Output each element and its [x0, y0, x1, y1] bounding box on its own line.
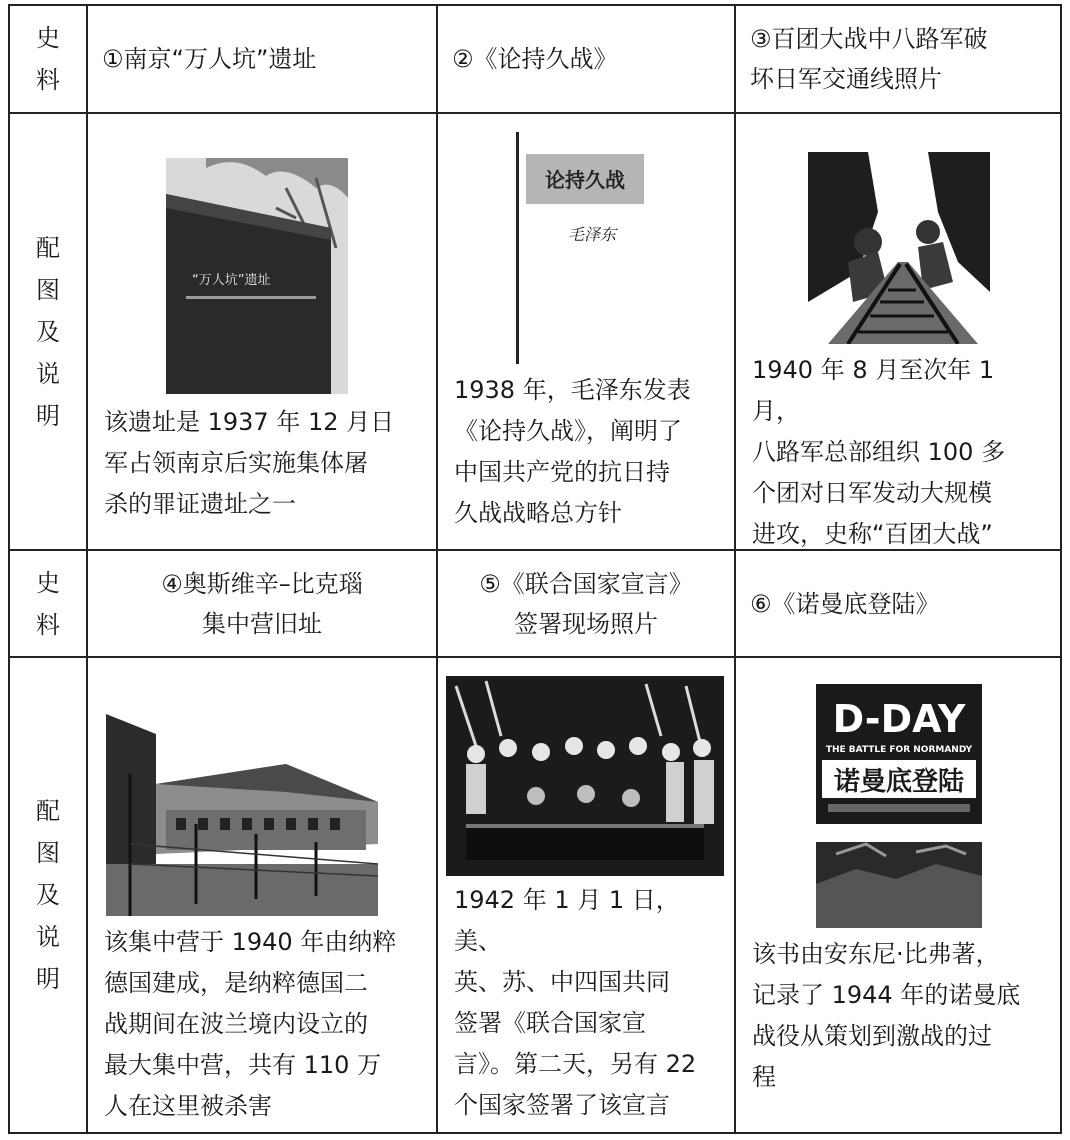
- title-protracted-war: ②《论持久战》: [437, 5, 735, 113]
- caption-normandy: 该书由安东尼·比弗著， 记录了 1944 年的诺曼底 战役从策划到激战的过 程: [752, 940, 1021, 1091]
- cell-auschwitz: [87, 657, 437, 1133]
- caption-auschwitz: 该集中营于 1940 年由纳粹 德国建成，是纳粹德国二 战期间在波兰境内设立的 最大集中营，共有 110 万 人在这里被杀害: [104, 928, 397, 1120]
- row-label-description: 配 图 及 说 明: [9, 657, 87, 1133]
- caption-nanjing: 该遗址是 1937 年 12 月日 军占领南京后实施集体屠 杀的罪证遗址之一: [104, 408, 395, 518]
- title-nanjing: ①南京“万人坑”遗址: [87, 5, 437, 113]
- nanjing-memorial-photo: [166, 158, 348, 394]
- protracted-war-book-cover: [512, 132, 652, 364]
- cell-united-nations-declaration: [437, 657, 735, 1133]
- row-label-description: 配 图 及 说 明: [9, 113, 87, 550]
- caption-protracted-war: 1938 年，毛泽东发表 《论持久战》，阐明了 中国共产党的抗日持 久战战略总方针: [454, 376, 691, 527]
- history-materials-table: [8, 4, 1062, 1134]
- caption-hundred-regiments: 1940 年 8 月至次年 1 月， 八路军总部组织 100 多 个团对日军发动大规模 进攻，史称“百团大战”: [752, 356, 1006, 548]
- dday-book-cover: [816, 684, 982, 928]
- cell-nanjing: [87, 113, 437, 550]
- un-declaration-signing-photo: [446, 676, 724, 876]
- svg-text:THE BATTLE FOR NORMANDY: THE BATTLE FOR NORMANDY: [825, 745, 973, 755]
- svg-text:“万人坑”遗址: “万人坑”遗址: [192, 273, 271, 288]
- svg-text:D-DAY: D-DAY: [832, 697, 966, 741]
- row-label-source: 史 料: [9, 5, 87, 113]
- title-united-nations-declaration: ⑤《联合国家宣言》 签署现场照片: [437, 550, 735, 657]
- cell-normandy: [735, 657, 1061, 1133]
- svg-text:诺曼底登陆: 诺曼底登陆: [833, 767, 965, 797]
- row-label-source: 史 料: [9, 550, 87, 657]
- cell-protracted-war: [437, 113, 735, 550]
- svg-text:毛泽东: 毛泽东: [567, 225, 617, 244]
- title-auschwitz: ④奥斯维辛–比克瑙 集中营旧址: [87, 550, 437, 657]
- title-normandy: ⑥《诺曼底登陆》: [735, 550, 1061, 657]
- title-hundred-regiments: ③百团大战中八路军破 坏日军交通线照片: [735, 5, 1061, 113]
- auschwitz-photo: [106, 714, 378, 916]
- cell-hundred-regiments: [735, 113, 1061, 550]
- caption-united-nations-declaration: 1942 年 1 月 1 日，美、 英、苏、中四国共同 签署《联合国家宣 言》。第二天，另有 22 个国家签署了该宣言: [454, 886, 697, 1119]
- hundred-regiments-photo: [808, 152, 990, 344]
- svg-text:论持久战: 论持久战: [545, 168, 625, 192]
